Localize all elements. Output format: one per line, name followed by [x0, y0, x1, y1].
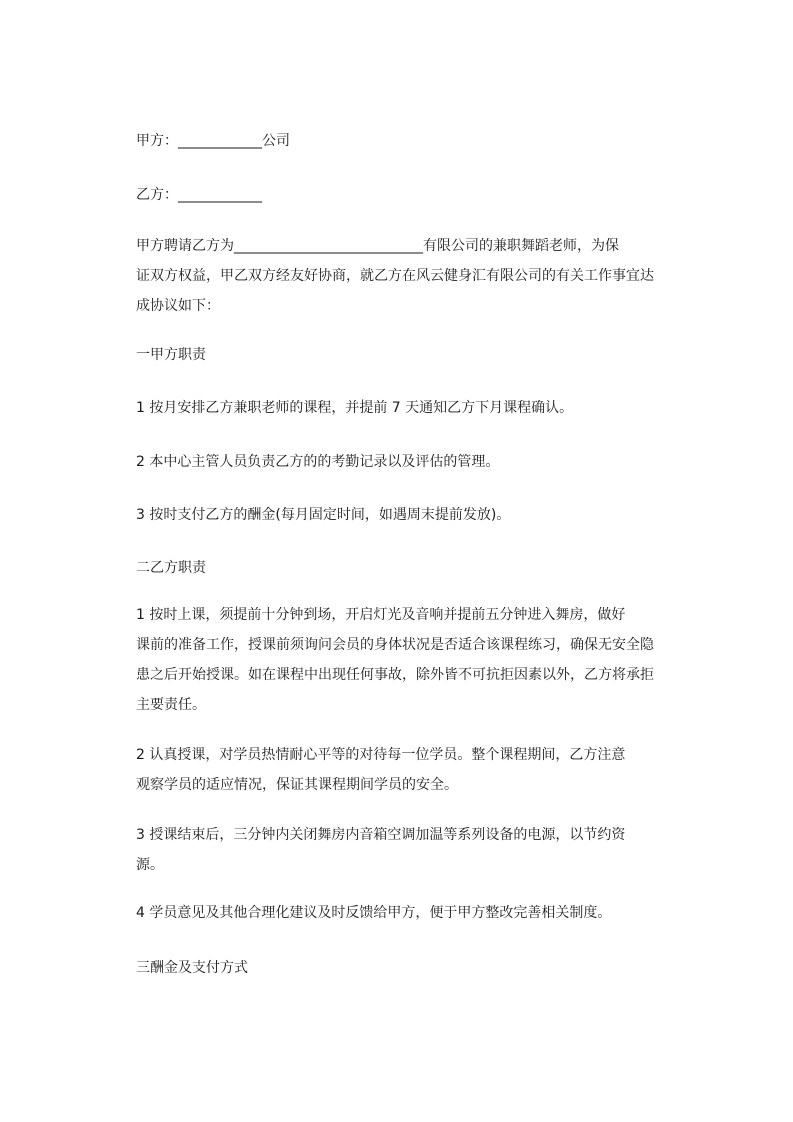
- party-b-duty-2: [136, 740, 700, 800]
- duty-line: 源。: [136, 857, 164, 873]
- party-b-duty-1: [136, 600, 700, 720]
- duty-line: 2 认真授课，对学员热情耐心平等的对待每一位学员。整个课程期间，乙方注意: [136, 747, 626, 763]
- duty-line: 3 授课结束后，三分钟内关闭舞房内音箱空调加温等系列设备的电源，以节约资: [136, 827, 626, 843]
- party-b-line: 乙方：____________: [136, 187, 262, 203]
- section-title-payment: 三酬金及支付方式: [136, 960, 248, 976]
- duty-line: 课前的准备工作，授课前须询问会员的身体状况是否适合该课程练习，确保无安全隐: [136, 637, 654, 653]
- intro-line: 成协议如下：: [136, 298, 220, 314]
- duty-line: 观察学员的适应情况，保证其课程期间学员的安全。: [136, 777, 458, 793]
- party-b-duty-3: [136, 820, 700, 880]
- intro-line: 甲方聘请乙方为___________________________有限公司的兼职舞蹈老师，为保: [136, 238, 619, 254]
- duty-line: 1 按时上课，须提前十分钟到场，开启灯光及音响并提前五分钟进入舞房，做好: [136, 607, 626, 623]
- intro-line: 证双方权益，甲乙双方经友好协商，就乙方在风云健身汇有限公司的有关工作事宜达: [136, 268, 654, 284]
- section-title-party-a-duties: 一甲方职责: [136, 347, 206, 363]
- party-a-duty-3: 3 按时支付乙方的酬金(每月固定时间，如遇周末提前发放)。: [136, 507, 511, 523]
- intro-paragraph: [136, 231, 700, 321]
- party-a-duty-1: 1 按月安排乙方兼职老师的课程，并提前 7 天通知乙方下月课程确认。: [136, 400, 574, 416]
- party-a-line: 甲方：____________公司: [136, 133, 290, 149]
- duty-line: 患之后开始授课。如在课程中出现任何事故，除外皆不可抗拒因素以外，乙方将承拒: [136, 667, 654, 683]
- duty-line: 主要责任。: [136, 697, 206, 713]
- party-b-duty-4: 4 学员意见及其他合理化建议及时反馈给甲方，便于甲方整改完善相关制度。: [136, 905, 612, 921]
- section-title-party-b-duties: 二乙方职责: [136, 560, 206, 576]
- party-a-duty-2: 2 本中心主管人员负责乙方的的考勤记录以及评估的管理。: [136, 454, 500, 470]
